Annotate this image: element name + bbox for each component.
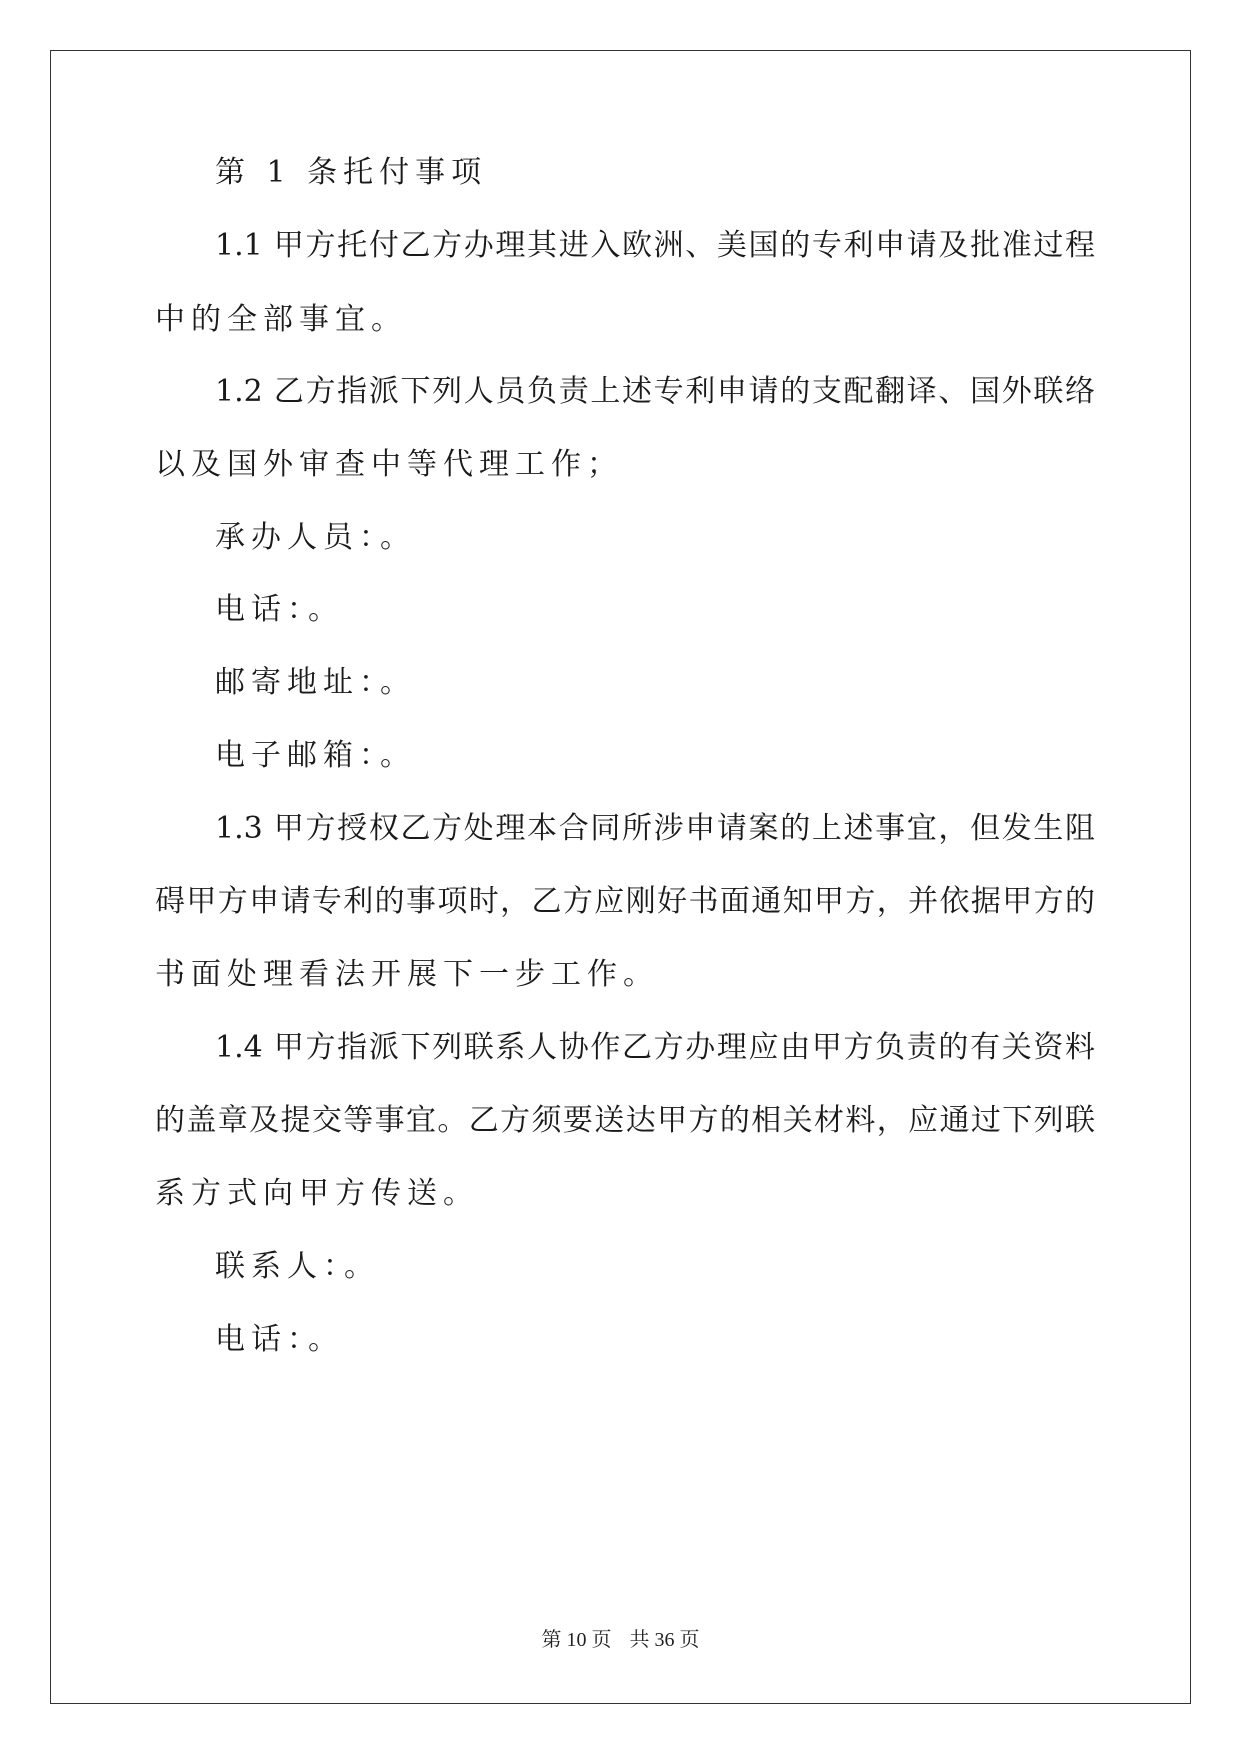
field-email: 电子邮箱：。 [215,738,416,773]
field-liaison: 联系人：。 [215,1249,380,1284]
paragraph-line: 1.4 甲方指派下列联系人协作乙方办理应由甲方负责的有关资料 [215,1030,1095,1065]
paragraph-line: 1.1 甲方托付乙方办理其进入欧洲、美国的专利申请及批准过程 [215,228,1095,263]
page-footer [0,1626,1241,1654]
page-total: 共 36 页 [629,1629,700,1651]
field-phone-2: 电话：。 [215,1322,344,1357]
paragraph-line: 1.3 甲方授权乙方处理本合同所涉申请案的上述事宜，但发生阻 [215,811,1095,846]
paragraph-line: 1.2 乙方指派下列人员负责上述专利申请的支配翻译、国外联络 [215,374,1095,409]
paragraph-line: 的盖章及提交等事宜。乙方须要送达甲方的相关材料，应通过下列联 [155,1103,1095,1138]
paragraph-line: 以及国外审查中等代理工作； [155,447,623,482]
paragraph-line: 中的全部事宜。 [155,302,407,337]
field-mailing-address: 邮寄地址：。 [215,665,416,700]
page-border [50,50,1191,1704]
field-contact-person: 承办人员：。 [215,520,416,555]
paragraph-line: 书面处理看法开展下一步工作。 [155,957,659,992]
paragraph-line: 系方式向甲方传送。 [155,1176,479,1211]
field-phone: 电话：。 [215,592,344,627]
page-number: 第 10 页 [541,1629,612,1651]
section-heading: 第 1 条托付事项 [215,155,488,190]
paragraph-line: 碍甲方申请专利的事项时，乙方应刚好书面通知甲方，并依据甲方的 [155,884,1095,919]
